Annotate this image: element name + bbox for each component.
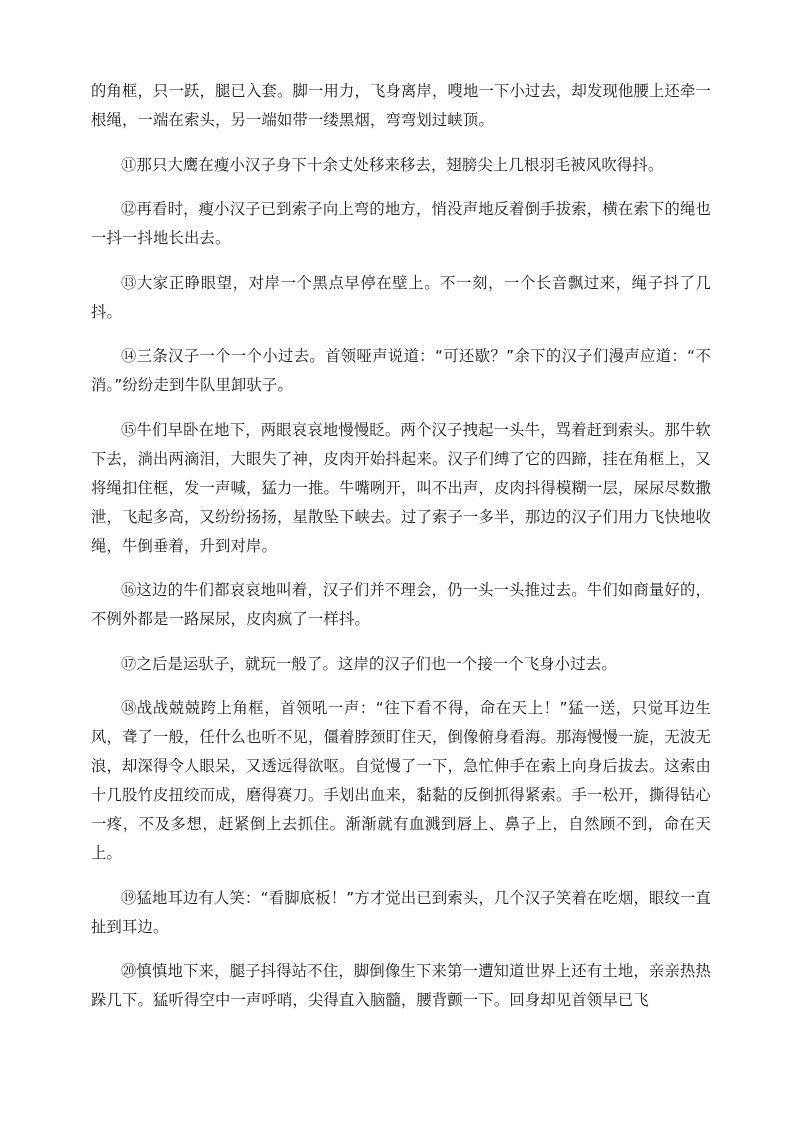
paragraph-17: ⑰之后是运驮子，就玩一般了。这岸的汉子们也一个接一个飞身小过去。 [121, 654, 617, 673]
paragraph-19: ⑲猛地耳边有人笑：“看脚底板！”方才觉出已到索头，几个汉子笑着在吃烟，眼纹一直扯到耳边。 [91, 888, 711, 936]
paragraph-15: ⑮牛们早卧在地下，两眼哀哀地慢慢眨。两个汉子拽起一头牛，骂着赶到索头。那牛软下去，淌出两滴泪，大眼失了神，皮肉开始抖起来。汉子们缚了它的四蹄，挂在角框上，又将绳扣住框，发一声喊，猛力一推。牛嘴咧开，叫不出声，皮肉抖得模糊一层，屎尿尽数撒泄，飞起多高，又纷纷扬扬，星散坠下峡去。过了索子一多半，那边的汉子们用力飞快地收绳，牛倒垂着，升到对岸。 [91, 420, 711, 555]
paragraph-20: ⑳慎慎地下来，腿子抖得站不住，脚倒像生下来第一遭知道世界上还有土地，亲亲热热跺几下。猛听得空中一声呼哨，尖得直入脑髓，腰背颤一下。回身却见首领早已飞 [91, 962, 711, 1009]
paragraph-continued: 的角框，只一跃，腿已入套。脚一用力，飞身离岸，嗖地一下小过去，却发现他腰上还牵一根绳，一端在索头，另一端如带一缕黑烟，弯弯划过峡顶。 [91, 82, 711, 129]
paragraph-14: ⑭三条汉子一个一个小过去。首领哑声说道：“可还歇？”余下的汉子们漫声应道：“不消。”纷纷走到牛队里卸驮子。 [91, 347, 711, 394]
paragraph-11: ⑪那只大鹰在瘦小汉子身下十余丈处移来移去，翅膀尖上几根羽毛被风吹得抖。 [121, 155, 664, 174]
paragraph-12: ⑫再看时，瘦小汉子已到索子向上弯的地方，悄没声地反着倒手拔索，横在索下的绳也一抖一抖地长出去。 [91, 200, 711, 247]
paragraph-16: ⑯这边的牛们都哀哀地叫着，汉子们并不理会，仍一头一头推过去。牛们如商量好的，不例外都是一路屎尿，皮肉疯了一样抖。 [91, 581, 711, 628]
body-text [91, 77, 711, 1031]
paragraph-18: ⑱战战兢兢跨上角框，首领吼一声：“往下看不得，命在天上！”猛一送，只觉耳边生风，聋了一般，任什么也听不见，僵着脖颈盯住天，倒像俯身看海。那海慢慢一旋，无波无浪，却深得令人眼呆，又透远得欲呕。自觉慢了一下，急忙伸手在索上向身后拔去。这索由十几股竹皮扭绞而成，磨得赛刀。手划出血来，黏黏的反倒抓得紧索。手一松开，撕得钻心一疼，不及多想，赶紧倒上去抓住。渐渐就有血溅到唇上、鼻子上，自然顾不到，命在天上。 [91, 699, 711, 862]
paragraph-13: ⑬大家正睁眼望，对岸一个黑点早停在壁上。不一刻，一个长音飘过来，绳子抖了几抖。 [91, 273, 711, 321]
